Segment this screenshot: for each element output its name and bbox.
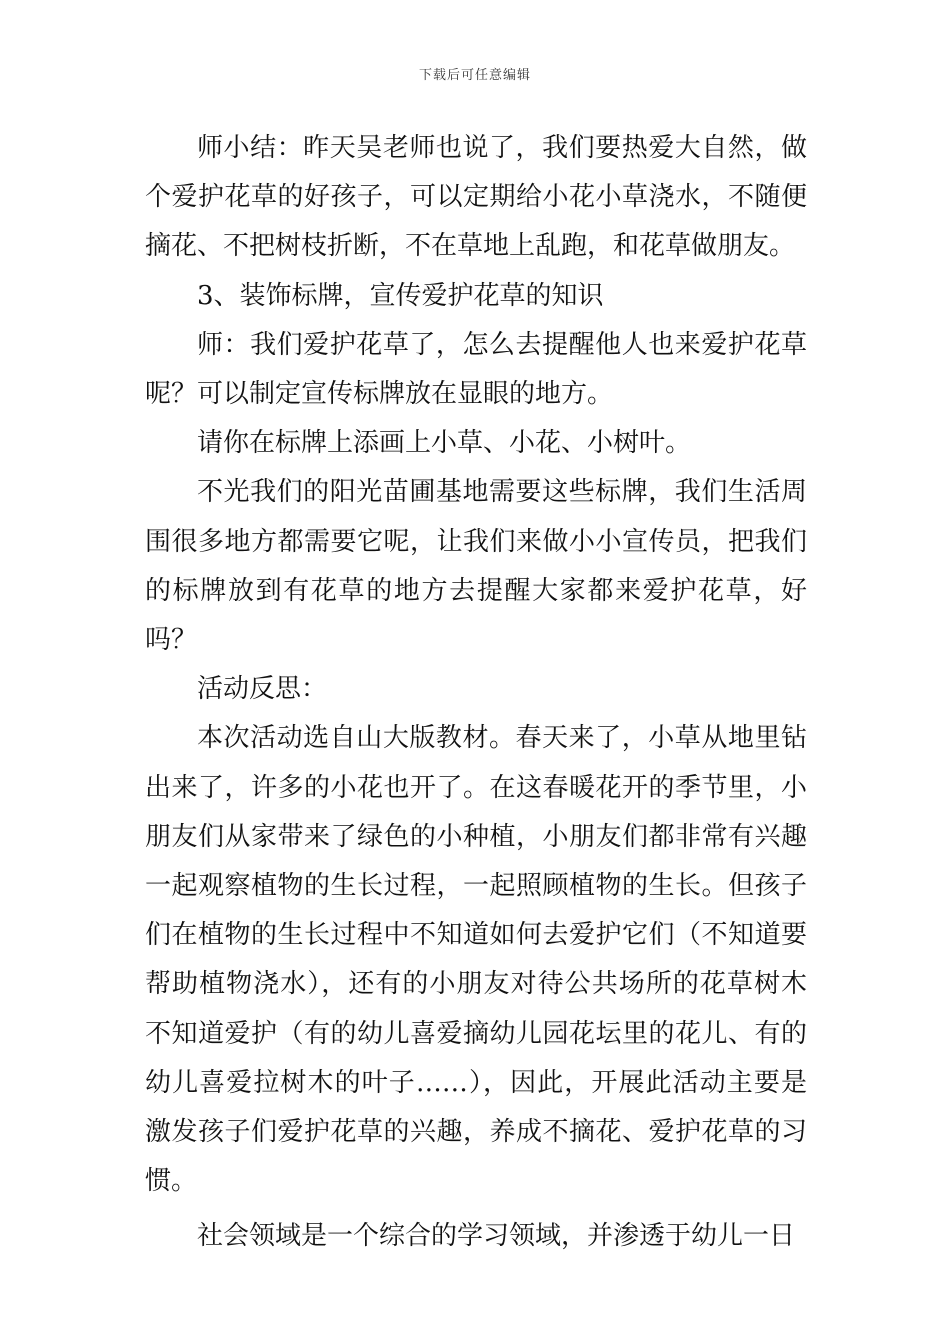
page-header: 下载后可任意编辑 [418, 68, 531, 83]
paragraph-instruction: 请你在标牌上添画上小草、小花、小树叶。 [197, 428, 692, 459]
paragraph-reflection-body: 本次活动选自山大版教材。春天来了，小草从地里钻出来了，许多的小花也开了。在这春暖花开的季节里，小朋友们从家带来了绿色的小种植，小朋友们都非常有兴趣一起观察植物的生长过程，一起照顾植物的生长。但孩子们在植物的生长过程中不知道如何去爱护它们（不知道要帮助植物浇水），还有的小朋友对待公共场所的花草树木不知道爱护（有的幼儿喜爱摘幼儿园花坛里的花儿、有的幼儿喜爱拉树木的叶子……），因此，开展此活动主要是激发孩子们爱护花草的兴趣，养成不摘花、爱护花草的习惯。 [145, 723, 807, 1197]
paragraph-step-3-heading: 3、装饰标牌，宣传爱护花草的知识 [197, 280, 604, 311]
paragraph-summary: 师小结：昨天吴老师也说了，我们要热爱大自然，做个爱护花草的好孩子，可以定期给小花小草浇水，不随便摘花、不把树枝折断，不在草地上乱跑，和花草做朋友。 [145, 133, 807, 262]
paragraph-teacher-question: 师：我们爱护花草了，怎么去提醒他人也来爱护花草呢？可以制定宣传标牌放在显眼的地方。 [145, 329, 807, 410]
paragraph-promoter: 不光我们的阳光苗圃基地需要这些标牌，我们生活周围很多地方都需要它呢，让我们来做小小宣传员，把我们的标牌放到有花草的地方去提醒大家都来爱护花草，好吗？ [145, 477, 807, 656]
paragraph-reflection-heading: 活动反思： [197, 674, 328, 705]
document-body [145, 124, 807, 1262]
paragraph-social-domain: 社会领域是一个综合的学习领域，并渗透于幼儿一日 [197, 1221, 796, 1252]
